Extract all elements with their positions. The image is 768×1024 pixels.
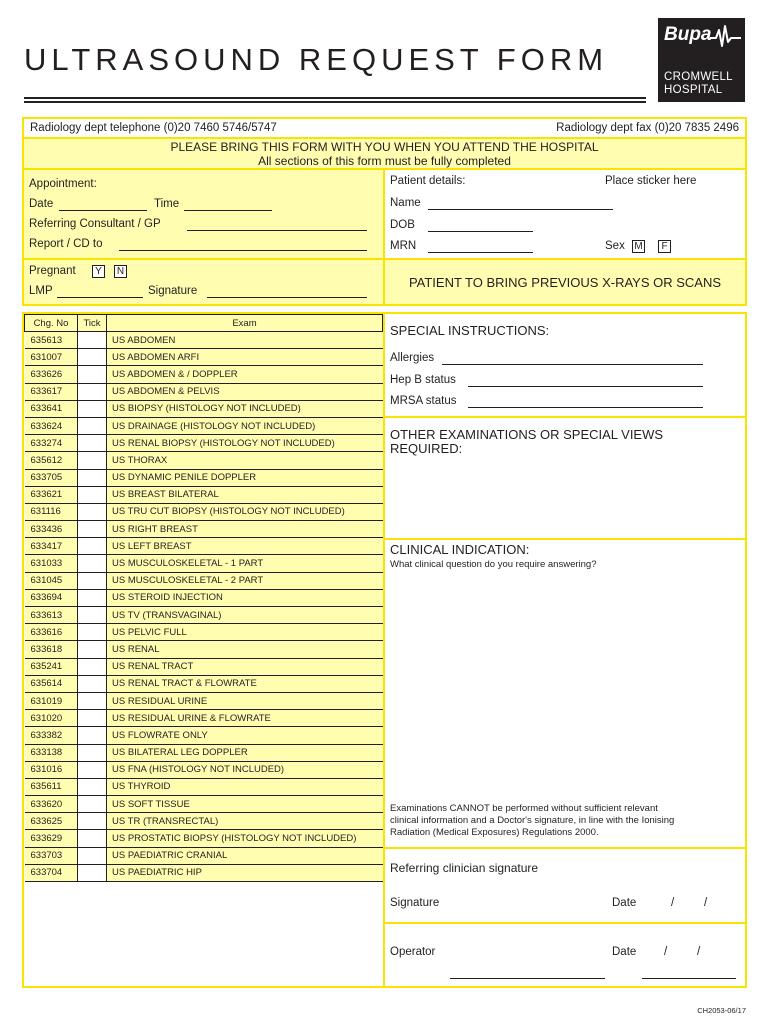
exam-name-cell: US THYROID [107,778,383,795]
charge-code-cell: 631020 [25,710,78,727]
charge-code-cell: 631116 [25,503,78,520]
mrsa-field[interactable] [468,407,703,408]
table-row [25,692,383,709]
dob-field[interactable] [428,231,533,232]
charge-code-cell: 635611 [25,778,78,795]
exam-name-cell: US BILATERAL LEG DOPPLER [107,744,383,761]
pregnant-yes-checkbox[interactable]: Y [92,265,105,278]
table-row [25,744,383,761]
tick-cell[interactable] [78,624,107,641]
exam-name-cell: US TRU CUT BIOPSY (HISTOLOGY NOT INCLUDED) [107,503,383,520]
charge-code-cell: 633620 [25,796,78,813]
tick-cell[interactable] [78,744,107,761]
tick-cell[interactable] [78,675,107,692]
table-row [25,796,383,813]
exam-name-cell: US ABDOMEN [107,332,383,349]
sex-f-checkbox[interactable]: F [658,240,671,253]
clinical-question: What clinical question do you require answering? [390,559,597,570]
table-row [25,538,383,555]
logo-line2: HOSPITAL [664,84,723,96]
pregnant-label: Pregnant [29,265,76,277]
table-row [25,555,383,572]
exam-name-cell: US SOFT TISSUE [107,796,383,813]
tick-cell[interactable] [78,778,107,795]
exam-name-cell: US LEFT BREAST [107,538,383,555]
time-field[interactable] [184,210,272,211]
tick-cell[interactable] [78,813,107,830]
tick-cell[interactable] [78,589,107,606]
tick-cell[interactable] [78,417,107,434]
bupa-cromwell-logo [658,18,745,102]
tick-cell[interactable] [78,864,107,881]
charge-code-cell: 633436 [25,521,78,538]
banner-line1: PLEASE BRING THIS FORM WITH YOU WHEN YOU ATTEND THE HOSPITAL [170,140,599,154]
patient-details-section [383,168,747,260]
charge-code-cell: 635613 [25,332,78,349]
exam-name-cell: US ABDOMEN & PELVIS [107,383,383,400]
allergies-label: Allergies [390,352,435,364]
tick-cell[interactable] [78,469,107,486]
exam-name-cell: US TR (TRANSRECTAL) [107,813,383,830]
instruction-banner [22,137,747,170]
table-row [25,624,383,641]
tick-cell[interactable] [78,572,107,589]
charge-code-cell: 633629 [25,830,78,847]
table-row [25,813,383,830]
tick-cell[interactable] [78,796,107,813]
exam-name-cell: US DYNAMIC PENILE DOPPLER [107,469,383,486]
table-row [25,435,383,452]
title-rule [24,101,646,103]
table-row [25,641,383,658]
exam-name-cell: US RESIDUAL URINE & FLOWRATE [107,710,383,727]
table-row [25,658,383,675]
exam-name-cell: US FNA (HISTOLOGY NOT INCLUDED) [107,761,383,778]
charge-code-cell: 631033 [25,555,78,572]
contact-row [22,117,747,139]
tick-cell[interactable] [78,830,107,847]
logo-brand: Bupa [664,24,712,45]
table-row [25,486,383,503]
table-row [25,675,383,692]
table-row [25,761,383,778]
column-header-code: Chg. No [25,315,78,332]
clinical-heading: CLINICAL INDICATION: [390,542,530,557]
exam-name-cell: US RIGHT BREAST [107,521,383,538]
sex-m-checkbox[interactable]: M [632,240,645,253]
exam-name-cell: US RENAL TRACT [107,658,383,675]
exam-name-cell: US THORAX [107,452,383,469]
pregnancy-signature-field[interactable] [207,297,367,298]
charge-code-cell: 633618 [25,641,78,658]
tick-cell[interactable] [78,349,107,366]
heartbeat-icon [710,24,742,50]
tick-cell[interactable] [78,503,107,520]
appointment-section [22,168,385,260]
charge-code-cell: 633704 [25,864,78,881]
special-instructions-section [383,312,747,418]
lmp-field[interactable] [57,297,143,298]
tick-cell[interactable] [78,847,107,864]
appointment-heading: Appointment: [29,178,97,190]
exam-name-cell: US BREAST BILATERAL [107,486,383,503]
tick-cell[interactable] [78,538,107,555]
tick-cell[interactable] [78,658,107,675]
charge-code-cell: 633626 [25,366,78,383]
table-row [25,710,383,727]
tick-cell[interactable] [78,332,107,349]
table-row [25,830,383,847]
column-header-exam: Exam [107,315,383,332]
charge-code-cell: 633625 [25,813,78,830]
mrn-field[interactable] [428,252,533,253]
other-heading-line2: REQUIRED: [390,441,463,456]
exam-name-cell: US TV (TRANSVAGINAL) [107,607,383,624]
charge-code-cell: 633705 [25,469,78,486]
table-row [25,589,383,606]
table-row [25,400,383,417]
tick-cell[interactable] [78,435,107,452]
mrsa-label: MRSA status [390,395,457,407]
date-separator: / [671,897,675,909]
exam-name-cell: US PROSTATIC BIOPSY (HISTOLOGY NOT INCLUDED) [107,830,383,847]
tick-cell[interactable] [78,555,107,572]
charge-code-cell: 631007 [25,349,78,366]
exam-table-section [22,312,385,988]
form-code: CH2053-06/17 [697,1006,746,1015]
column-header-tick: Tick [78,315,107,332]
charge-code-cell: 633274 [25,435,78,452]
report-label: Report / CD to [29,238,103,250]
pregnancy-section [22,258,385,306]
name-label: Name [390,197,421,209]
table-row [25,417,383,434]
operator-label: Operator [390,946,436,958]
table-row [25,383,383,400]
tick-cell[interactable] [78,521,107,538]
exam-name-cell: US BIOPSY (HISTOLOGY NOT INCLUDED) [107,400,383,417]
referring-date-label: Date [612,897,637,909]
table-row [25,727,383,744]
exam-name-cell: US MUSCULOSKELETAL - 1 PART [107,555,383,572]
sticker-text: Place sticker here [605,175,697,187]
charge-code-cell: 635241 [25,658,78,675]
charge-code-cell: 635612 [25,452,78,469]
table-row [25,366,383,383]
charge-code-cell: 631016 [25,761,78,778]
table-row [25,503,383,520]
exam-name-cell: US DRAINAGE (HISTOLOGY NOT INCLUDED) [107,417,383,434]
charge-code-cell: 633694 [25,589,78,606]
tick-cell[interactable] [78,761,107,778]
charge-code-cell: 633641 [25,400,78,417]
tick-cell[interactable] [78,366,107,383]
time-label: Time [154,198,180,210]
exam-name-cell: US RENAL TRACT & FLOWRATE [107,675,383,692]
charge-code-cell: 631019 [25,692,78,709]
lmp-label: LMP [29,285,53,297]
table-row [25,607,383,624]
exam-name-cell: US PAEDIATRIC CRANIAL [107,847,383,864]
exam-name-cell: US RENAL [107,641,383,658]
charge-code-cell: 633624 [25,417,78,434]
sex-label: Sex [605,240,625,252]
charge-code-cell: 633417 [25,538,78,555]
tick-cell[interactable] [78,486,107,503]
date-separator: / [664,946,668,958]
tick-cell[interactable] [78,452,107,469]
referring-heading: Referring clinician signature [390,861,539,875]
clinical-indication-section[interactable] [383,538,747,849]
charge-code-cell: 631045 [25,572,78,589]
date-separator: / [697,946,701,958]
tick-cell[interactable] [78,383,107,400]
table-row [25,521,383,538]
name-field[interactable] [428,209,613,210]
charge-code-cell: 635614 [25,675,78,692]
tick-cell[interactable] [78,400,107,417]
exam-name-cell: US PELVIC FULL [107,624,383,641]
operator-signature-field[interactable] [450,978,605,979]
exam-table [24,314,383,882]
logo-line1: CROMWELL [664,71,733,83]
tick-cell[interactable] [78,710,107,727]
special-heading: SPECIAL INSTRUCTIONS: [390,323,550,338]
operator-date-field[interactable] [642,978,736,979]
exam-name-cell: US MUSCULOSKELETAL - 2 PART [107,572,383,589]
table-row [25,847,383,864]
fax-text: Radiology dept fax (0)20 7835 2496 [556,122,739,134]
tick-cell[interactable] [78,727,107,744]
referring-clinician-section [383,847,747,924]
referring-signature-label: Signature [390,897,440,909]
exam-name-cell: US FLOWRATE ONLY [107,727,383,744]
tick-cell[interactable] [78,641,107,658]
table-row [25,778,383,795]
charge-code-cell: 633621 [25,486,78,503]
table-row [25,864,383,881]
mrn-label: MRN [390,240,417,252]
charge-code-cell: 633616 [25,624,78,641]
exam-name-cell: US ABDOMEN ARFI [107,349,383,366]
charge-code-cell: 633138 [25,744,78,761]
date-separator: / [704,897,708,909]
other-heading-line1: OTHER EXAMINATIONS OR SPECIAL VIEWS [390,427,664,442]
date-field[interactable] [59,210,147,211]
hepb-label: Hep B status [390,374,456,386]
exam-name-cell: US PAEDIATRIC HIP [107,864,383,881]
exam-name-cell: US RESIDUAL URINE [107,692,383,709]
hepb-field[interactable] [468,386,703,387]
telephone-text: Radiology dept telephone (0)20 7460 5746/5747 [30,122,277,134]
operator-date-label: Date [612,946,637,958]
previous-scans-notice: PATIENT TO BRING PREVIOUS X-RAYS OR SCANS [383,258,747,306]
pregnant-no-checkbox[interactable]: N [114,265,127,278]
other-examinations-section[interactable] [383,416,747,540]
exam-name-cell: US STEROID INJECTION [107,589,383,606]
exam-name-cell: US RENAL BIOPSY (HISTOLOGY NOT INCLUDED) [107,435,383,452]
clinical-notice-line3: Radiation (Medical Exposures) Regulations 2000. [390,827,599,838]
charge-code-cell: 633703 [25,847,78,864]
allergies-field[interactable] [442,364,703,365]
charge-code-cell: 633613 [25,607,78,624]
form-title: ULTRASOUND REQUEST FORM [24,42,609,77]
charge-code-cell: 633617 [25,383,78,400]
table-row [25,332,383,349]
patient-heading: Patient details: [390,175,466,187]
clinical-notice-line1: Examinations CANNOT be performed without sufficient relevant [390,803,658,814]
table-row [25,469,383,486]
table-row [25,452,383,469]
exam-name-cell: US ABDOMEN & / DOPPLER [107,366,383,383]
clinical-notice-line2: clinical information and a Doctor's signature, in line with the Ionising [390,815,675,826]
date-label: Date [29,198,54,210]
operator-section [383,922,747,988]
banner-line2: All sections of this form must be fully completed [258,154,511,168]
report-field[interactable] [119,250,367,251]
pregnancy-signature-label: Signature [148,285,198,297]
charge-code-cell: 633382 [25,727,78,744]
tick-cell[interactable] [78,607,107,624]
table-row [25,572,383,589]
consultant-label: Referring Consultant / GP [29,218,161,230]
tick-cell[interactable] [78,692,107,709]
consultant-field[interactable] [187,230,367,231]
dob-label: DOB [390,219,415,231]
table-row [25,349,383,366]
title-rule [24,97,646,99]
